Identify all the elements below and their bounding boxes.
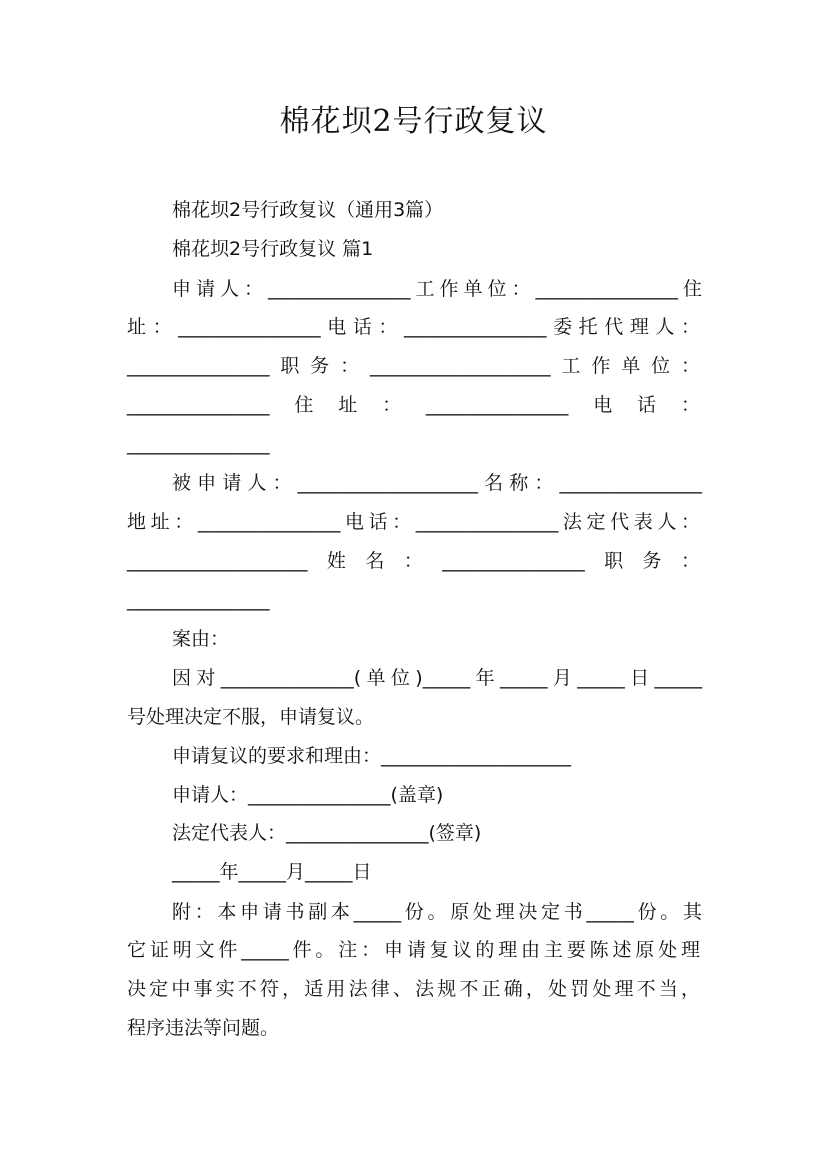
form-line-name-position: ___________________姓名：_______________职务：: [127, 550, 700, 572]
appendix-line: 它证明文件_____件。注：申请复议的理由主要陈述原处理: [127, 939, 700, 961]
request-reason-line: 申请复议的要求和理由：____________________: [172, 745, 572, 767]
form-line-blank: _______________: [127, 433, 270, 455]
case-reason-label: 案由：: [172, 628, 230, 650]
form-line-respondent-address: 地址：_______________电话：_______________法定代表人：: [127, 511, 700, 533]
date-line: _____年_____月_____日: [172, 861, 372, 883]
document-title: 棉花坝2号行政复议: [279, 104, 548, 139]
form-line-respondent: 被申请人：___________________名称：_______________: [172, 472, 702, 494]
form-line-address-phone: _______________住址：_______________电话：: [127, 394, 700, 416]
legal-rep-sign-line: 法定代表人：_______________(签章): [172, 822, 482, 844]
form-line-blank: _______________: [127, 589, 270, 611]
appendix-line: 程序违法等问题。: [127, 1017, 280, 1039]
appendix-line: 附：本申请书副本_____份。原处理决定书_____份。其: [172, 901, 702, 923]
section-heading: 棉花坝2号行政复议 篇1: [172, 238, 374, 260]
form-line-applicant: 申请人：_______________工作单位：_______________住: [172, 278, 702, 300]
case-reason-line-cont: 号处理决定不服，申请复议。: [127, 706, 375, 728]
applicant-seal-line: 申请人：_______________(盖章): [172, 784, 444, 806]
document-subtitle: 棉花坝2号行政复议（通用3篇）: [172, 199, 444, 221]
appendix-line: 决定中事实不符，适用法律、法规不正确，处罚处理不当，: [127, 978, 700, 1000]
case-reason-line: 因对______________(单位)_____年_____月_____日_____: [172, 667, 702, 689]
form-line-address: 址：_______________电话：_______________委托代理人：: [127, 316, 700, 338]
form-line-position: _______________职务：___________________工作单位：: [127, 355, 700, 377]
